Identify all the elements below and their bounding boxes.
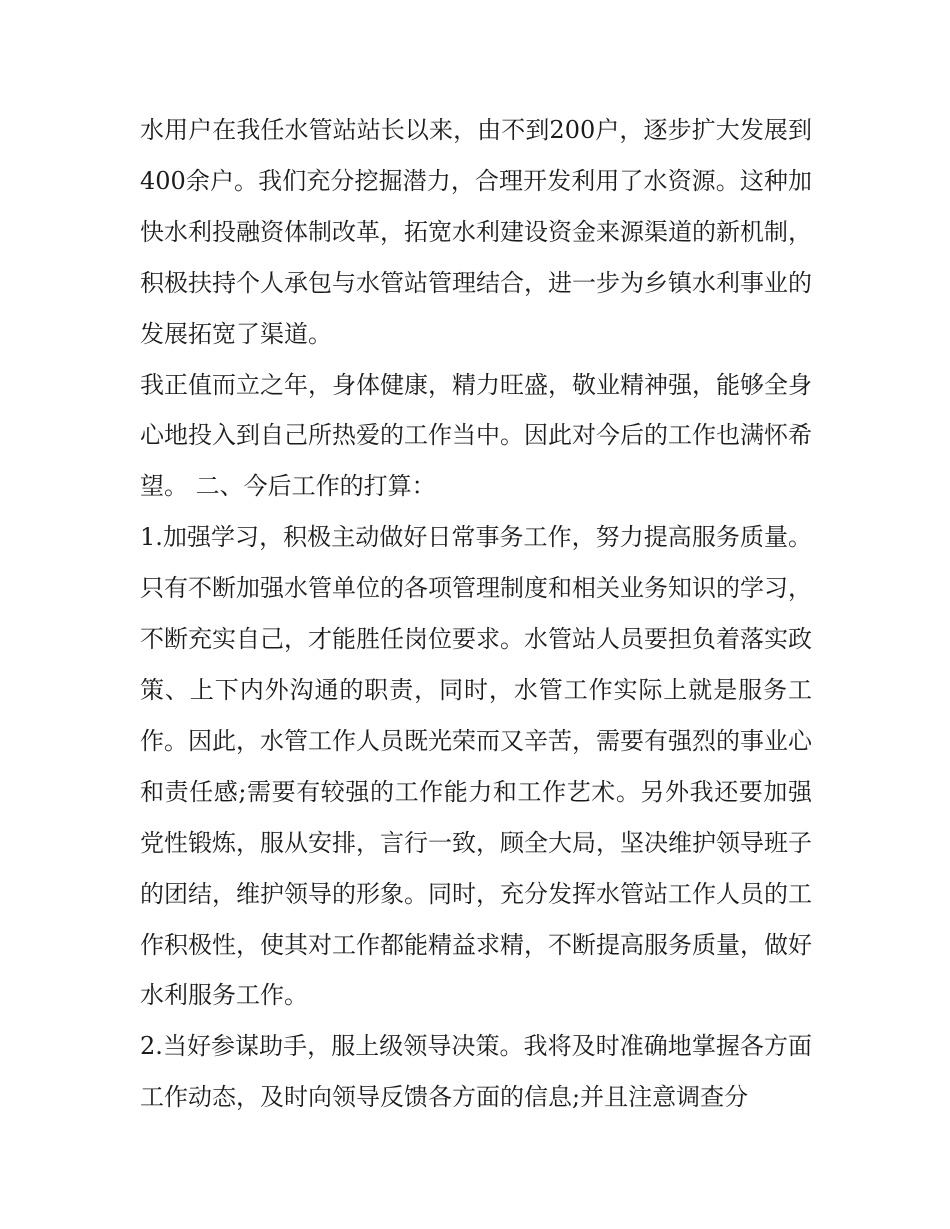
paragraph-personal-status: 我正值而立之年，身体健康，精力旺盛，敬业精神强，能够全身心地投入到自己所热爱的工作当中。因此对今后的工作也满怀希望。 二、今后工作的打算： (140, 370, 812, 501)
document-body (140, 105, 812, 1123)
paragraph-plan-2-assistant: 2.当好参谋助手，服上级领导决策。我将及时准确地掌握各方面工作动态，及时向领导反馈各方面的信息;并且注意调查分 (140, 1032, 812, 1112)
paragraph-water-users: 水用户在我任水管站站长以来，由不到200户，逐步扩大发展到400余户。我们充分挖掘潜力，合理开发利用了水资源。这种加快水利投融资体制改革，拓宽水利建设资金来源渠道的新机制，积极扶持个人承包与水管站管理结合，进一步为乡镇水利事业的发展拓宽了渠道。 (140, 116, 812, 348)
paragraph-plan-1-study: 1.加强学习，积极主动做好日常事务工作，努力提高服务质量。只有不断加强水管单位的各项管理制度和相关业务知识的学习，不断充实自己，才能胜任岗位要求。水管站人员要担负着落实政策、上下内外沟通的职责，同时，水管工作实际上就是服务工作。因此，水管工作人员既光荣而又辛苦，需要有强烈的事业心和责任感;需要有较强的工作能力和工作艺术。另外我还要加强党性锻炼，服从安排，言行一致，顾全大局，坚决维护领导班子的团结，维护领导的形象。同时，充分发挥水管站工作人员的工作积极性，使其对工作都能精益求精，不断提高服务质量，做好水利服务工作。 (140, 523, 812, 1010)
